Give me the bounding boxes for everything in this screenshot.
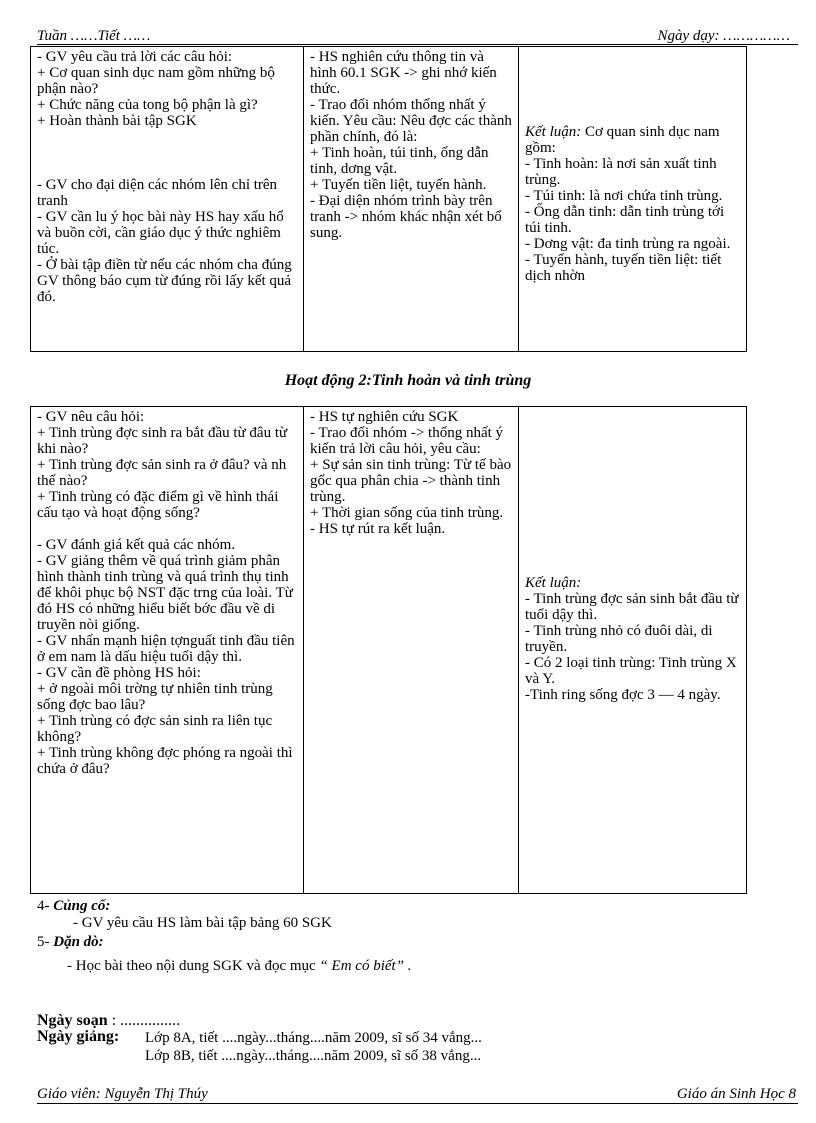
t2-teacher-line: + Tinh trùng đợc sinh ra bắt đầu từ đâu từ khi nào? [37,425,288,457]
cung-co-text: - GV yêu cầu HS làm bài tập bảng 60 SGK [73,915,332,931]
t1-teacher-line: + Chức năng của tong bộ phận là gì? [37,97,258,113]
t2-student-line: + Thời gian sống của tinh trùng. [310,505,504,521]
t2-conclusion-label: Kết luận: [525,575,582,591]
t2-conclusion-line: - Tinh trùng đợc sản sinh bắt đầu từ tuổi dậy thì. [525,591,739,623]
t1-teacher-line: + Cơ quan sinh dục nam gồm những bộ phận nào? [37,65,275,97]
dan-do-line [67,958,412,974]
t2-teacher-line: + Tinh trùng không đợc phóng ra ngoài thì chứa ở đâu? [37,745,293,777]
t1-conclusion-intro: Cơ quan sinh dục nam gồm: [525,124,720,156]
ngay-giang-line [37,1029,119,1045]
t1-teacher-line: - GV cần lu ý học bài này HS hay xấu hổ và buồn cời, cần giáo dục ý thức nghiêm túc. [37,209,284,257]
footer-rule [37,1103,798,1104]
dan-do-title: Dặn dò: [53,934,104,950]
t1-conclusion-line: - Ống dẫn tinh: dẫn tinh trùng tới túi tinh. [525,204,725,236]
ngay-soan-value: : ............... [107,1012,181,1029]
t2-conclusion-line: -Tinh ring sống đợc 3 — 4 ngày. [525,687,721,703]
t1-conclusion-col [519,47,747,352]
t1-teacher-line: - GV yêu cầu trả lời các câu hỏi: [37,49,233,65]
t2-teacher-col [31,407,304,894]
t1-student-line: + Tuyến tiền liệt, tuyến hành. [310,177,487,193]
t2-teacher-line: - GV nêu câu hỏi: [37,409,145,425]
t1-conclusion-line: - Dơng vật: đa tinh trùng ra ngoài. [525,236,731,252]
ngay-giang-8b: Lớp 8B, tiết ....ngày...tháng....năm 2009, sĩ số 38 vắng... [145,1048,482,1064]
footer-teacher: Giáo viên: Nguyễn Thị Thúy [37,1086,208,1102]
t1-conclusion-line: - Túi tinh: là nơi chứa tinh trùng. [525,188,723,204]
t1-student-line: - Đại diện nhóm trình bày trên tranh -> nhóm khác nhận xét bổ sung. [310,193,502,241]
cung-co-number: 4- [37,898,54,914]
t2-teacher-line: - GV đánh giá kết quả các nhóm. [37,537,235,553]
t1-conclusion-line: - Tinh hoàn: là nơi sản xuất tinh trùng. [525,156,717,188]
t2-student-line: + Sự sản sin tinh trùng: Từ tế bào gốc qua phân chia -> thành tinh trùng. [310,457,512,505]
t2-conclusion-line: - Tinh trùng nhỏ có đuôi dài, di truyền. [525,623,713,655]
ngay-soan-label: Ngày soạn [37,1012,108,1029]
cung-co-section [37,898,110,914]
t1-teacher-col [31,47,304,352]
activity2-table [30,406,747,894]
t2-teacher-line: - GV nhấn mạnh hiện tợnguất tinh đầu tiên ở em nam là dấu hiệu tuổi dậy thì. [37,633,295,665]
header-week: Tuần ……Tiết …… [37,28,151,44]
t2-teacher-line: + Tinh trùng đợc sản sinh ra ở đâu? và nh thế nào? [37,457,287,489]
ngay-soan-line [37,1013,180,1029]
t2-student-col [304,407,519,894]
t2-teacher-line: + Tinh trùng có đặc điểm gì về hình thái cấu tạo và hoạt động sống? [37,489,279,521]
dan-do-text: - Học bài theo nội dung SGK và đọc mục [67,958,316,974]
t1-teacher-line [37,145,299,161]
t2-teacher-line: - GV cần đề phòng HS hỏi: [37,665,201,681]
ngay-giang-8a: Lớp 8A, tiết ....ngày...tháng....năm 2009, sĩ số 34 vắng... [145,1030,482,1046]
t1-conclusion-line: - Tuyến hành, tuyến tiền liệt: tiết dịch nhờn [525,252,722,284]
t1-student-line: - HS nghiên cứu thông tin và hình 60.1 SGK -> ghi nhớ kiến thức. [310,49,497,97]
dan-do-section [37,934,104,950]
t2-student-line: - HS tự nghiên cứu SGK [310,409,459,425]
t1-student-col [304,47,519,352]
t1-teacher-line: - Ở bài tập điền từ nếu các nhóm cha đúng GV thông báo cụm từ đúng rồi lấy kết quả đó. [37,257,292,305]
t2-conclusion-line: - Có 2 loại tinh trùng: Tinh trùng X và Y. [525,655,737,687]
activity1-table [30,46,747,352]
t2-conclusion-col [519,407,747,894]
t2-teacher-line [37,521,299,537]
t1-student-line: - Trao đổi nhóm thống nhất ý kiến. Yêu cầu: Nêu đợc các thành phần chính, đó là: [310,97,512,145]
dan-do-number: 5- [37,934,54,950]
t2-teacher-line: - GV giảng thêm về quá trình giảm phân hình thành tinh trùng và quá trình thụ tinh để khôi phục bộ NST đặc trng của loài. Từ đó HS có những hiểu biết bớc đầu về di truyền nòi giống. [37,553,293,633]
footer-subject: Giáo án Sinh Học 8 [676,1086,796,1102]
t1-teacher-line [37,161,299,177]
t2-student-line: - Trao đổi nhóm -> thống nhất ý kiến trả lời câu hỏi, yêu cầu: [310,425,504,457]
t2-teacher-line: + Tinh trùng có đợc sản sinh ra liên tục không? [37,713,273,745]
header-rule [37,44,798,45]
activity2-title: Hoạt động 2:Tinh hoàn và tinh trùng [284,372,532,389]
t1-teacher-line: - GV cho đại diện các nhóm lên chỉ trên tranh [37,177,278,209]
ngay-giang-label: Ngày giảng: [37,1028,120,1045]
cung-co-title: Củng cố: [53,898,111,914]
t1-conclusion-label: Kết luận: [525,124,582,140]
t1-student-line: + Tinh hoàn, túi tinh, ống dẫn tinh, dơng vật. [310,145,489,177]
t2-student-line: - HS tự rút ra kết luận. [310,521,446,537]
t1-teacher-line [37,129,299,145]
header-date: Ngày dạy: …………… [657,28,790,44]
t1-teacher-line: + Hoàn thành bài tập SGK [37,113,197,129]
t2-teacher-line: + ở ngoài môi trờng tự nhiên tinh trùng sống đợc bao lâu? [37,681,273,713]
dan-do-quote: “ Em có biết” . [319,958,412,974]
page-header [37,28,790,44]
